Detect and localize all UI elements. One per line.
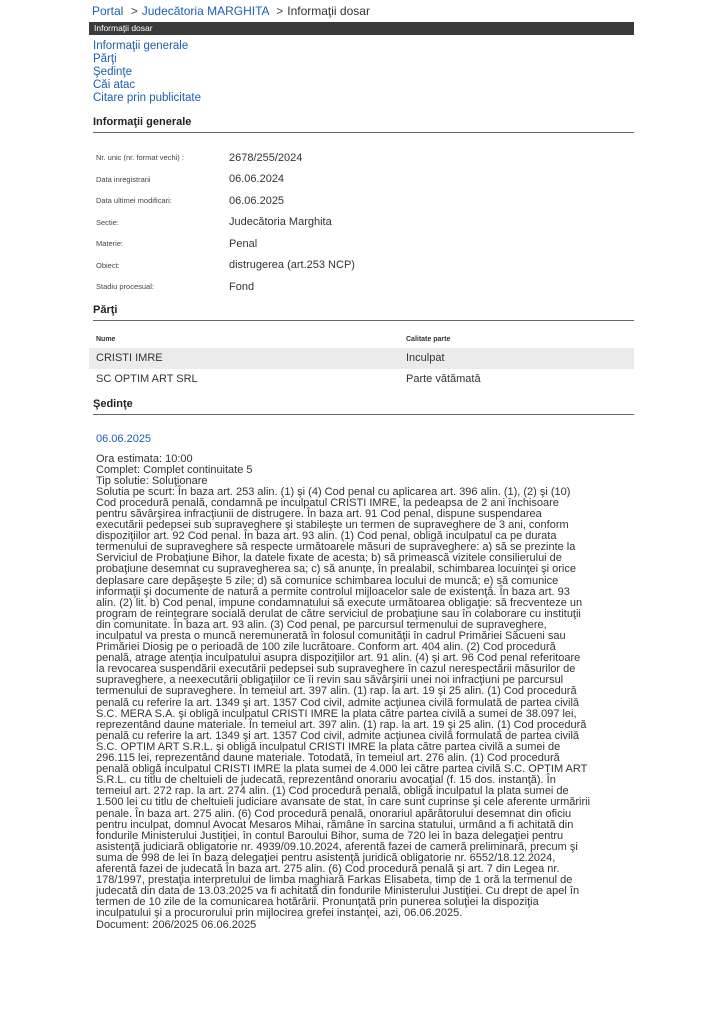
nav-informatii-generale[interactable]: Informaţii generale <box>93 40 189 52</box>
hearing-text-line: 1.500 lei cu titlu de cheltuieli judiciare avansate de stat, în care sunt cuprinse şi cele aferente urmăririi <box>96 796 591 809</box>
hearing-text-line: executării pedepsei sub supraveghere şi stabileşte un termen de supraveghere de 3 ani, conform <box>96 519 569 532</box>
party-name: SC OPTIM ART SRL <box>96 373 198 385</box>
breadcrumb-separator: > <box>130 4 138 18</box>
info-row <box>89 190 634 212</box>
info-label: Materie: <box>96 239 124 249</box>
hearing-text-line: din comunitate. În baza art. 93 alin. (3) Cod penal, pe parcursul termenului de supraveghere, <box>96 618 547 631</box>
party-role: Inculpat <box>406 352 445 364</box>
hearing-text-line: Solutia pe scurt: În baza art. 253 alin. (1) şi (4) Cod penal cu aplicarea art. 396 alin. (1), (2) şi (10) <box>96 485 571 498</box>
hearing-date: 06.06.2025 <box>96 432 152 445</box>
hearing-text-line: termenului de supraveghere. În temeiul art. 397 alin. (1) rap. la art. 19 şi 25 alin. (1) Cod procedură <box>96 685 577 698</box>
info-label: Obiect: <box>96 260 120 270</box>
section-title-informatii-generale: Informaţii generale <box>93 116 634 133</box>
section-title-parti: Părţi <box>93 304 634 321</box>
hearing-text-line: aferentă fazei de judecată În baza art. 275 alin. (6) Cod procedură penală şi art. 7 din Legea nr. <box>96 862 560 875</box>
parti-table-header <box>89 332 634 348</box>
info-row <box>89 169 634 191</box>
hearing-text-line: 178/1997, prestaţia interpretului de limba maghiară Farkas Elisabeta, timp de 1 oră la termenul de <box>96 874 573 887</box>
hearing-text-line: penală, atrage atenţia inculpatului asupra dispoziţiilor art. 91 alin. (4) şi art. 96 Cod penal referitoare <box>96 652 581 665</box>
info-value: 06.06.2024 <box>229 173 285 186</box>
breadcrumb-court-link[interactable]: Judecătoria MARGHITA <box>141 4 269 18</box>
hearing-text-line: informaţii şi documente de natură a permite controlul mijloacelor sale de existenţă. În baza art. 93 <box>96 585 570 598</box>
hearing-document: Document: 206/2025 06.06.2025 <box>96 919 257 932</box>
table-row <box>89 369 634 390</box>
hearing-text-line: S.C. MERA S.A. şi obligă inculpatul CRISTI IMRE la plata către partea civilă a sumei de 38.097 lei, <box>96 707 577 720</box>
info-row <box>89 147 634 169</box>
hearing-text-line: penale. În baza art. 275 alin. (6) Cod procedură penală, onorariul apărătorului desemnat din oficiu <box>96 807 572 820</box>
hearing-text-line: fondurile Ministerului Justiţiei, în contul Baroului Bihor, suma de 720 lei în baza delegaţiei pentru <box>96 829 564 842</box>
breadcrumb-separator: > <box>276 4 284 18</box>
info-value: 06.06.2025 <box>229 194 285 207</box>
hearing-text-line: program de reintegrare socială derulat de către serviciul de probaţiune sau în colaborare cu instituţii <box>96 607 581 620</box>
nav-sedinte[interactable]: Şedinţe <box>93 66 133 78</box>
hearing-text-line: Cod procedură penală, condamnă pe inculpatul CRISTI IMRE, la pedeapsa de 2 ani închisoare <box>96 496 559 509</box>
info-value: distrugerea (art.253 NCP) <box>229 259 355 272</box>
table-row <box>89 348 634 369</box>
info-value: Fond <box>229 280 255 293</box>
hearing-text-line: alin. (2) lit. b) Cod penal, impune condamnatului să execute următoarea obligaţie: să frecventeze un <box>96 596 583 609</box>
hearing-details <box>96 454 634 920</box>
info-label: Data inregistrarii <box>96 174 151 184</box>
info-row <box>89 233 634 255</box>
info-label: Sectie: <box>96 217 119 227</box>
hearing-text-line: deplasare care depăşeşte 5 zile; d) să comunice schimbarea locului de muncă; e) să comunice <box>96 574 559 587</box>
info-value: 2678/255/2024 <box>229 151 303 164</box>
hearing-text-line: inculpatului şi a procurorului prin mijlocirea grefei instanţei, azi, 06.06.2025. <box>96 907 463 920</box>
hearing-text-line: Tip solutie: Soluţionare <box>96 474 208 487</box>
hearing-text-line: Complet: Complet continuitate 5 <box>96 463 253 476</box>
info-value: Penal <box>229 237 258 250</box>
breadcrumb <box>89 0 634 22</box>
info-row <box>89 255 634 277</box>
hearing-text-line: pentru săvârşirea infracţiunii de distrugere. În baza art. 91 Cod penal, dispune suspendarea <box>96 507 542 520</box>
page <box>89 0 634 931</box>
hearing-text-line: suma de 998 de lei în baza delegaţiei pentru asistenţă juridică obligatorie nr. 6552/18.12.2024, <box>96 851 556 864</box>
info-label: Stadiu procesual: <box>96 282 154 292</box>
hearing-text-line: penală cu referire la art. 1349 şi art. 1357 Cod civil, admite acţiunea civilă formulată de partea civilă <box>96 729 580 742</box>
hearing-text-line: Ora estimata: 10:00 <box>96 452 193 465</box>
hearing-text-line: termenului de supraveghere să respecte următoarele măsuri de supraveghere: a) să se prezinte la <box>96 541 576 554</box>
info-label: Data ultimei modificari: <box>96 196 172 206</box>
hearing-text-line: reprezentând daune materiale. În temeiul art. 397 alin. (1) rap. la art. 19 şi 25 alin. (1) Cod procedură <box>96 718 587 731</box>
hearing-text-line: pentru inculpat, domnul Avocat Mesaros Mihai, rămâne în sarcina statului, urmând a fi achitată din <box>96 818 574 831</box>
hearing-text-line: Serviciul de Probaţiune Bihor, la datele fixate de acesta; b) să primească vizitele consilierului de <box>96 552 562 565</box>
nav-citare-publicitate[interactable]: Citare prin publicitate <box>93 92 202 104</box>
hearing-text-line: temeiul art. 272 rap. la art. 274 alin. (1) Cod procedură penală, obligă inculpatul la plata sumei de <box>96 785 569 798</box>
hearing-text-line: termen de 10 zile de la comunicarea hotărârii. Pronunţată prin punerea soluţiei la dispoziţia <box>96 896 539 909</box>
breadcrumb-current: Informaţii dosar <box>287 4 370 18</box>
hearing-text-line: asistenţă judiciară obligatorie nr. 4939/09.10.2024, aferentă fazei de cameră preliminară, precum şi <box>96 840 578 853</box>
section-nav <box>89 35 634 105</box>
section-title-sedinte: Şedinţe <box>93 398 634 415</box>
hearing-text-line: S.R.L. cu titlu de cheltuieli de judecată, reprezentând onorariu avocaţial (f. 15 dos. instanţă). În <box>96 774 556 787</box>
info-value: Judecătoria Marghita <box>229 216 332 229</box>
hearing-text-line: probaţiune desemnat cu supravegherea sa; c) să anunţe, în prealabil, schimbarea locuinţei şi orice <box>96 563 576 576</box>
party-name: CRISTI IMRE <box>96 352 163 364</box>
column-header-nume: Nume <box>96 336 116 343</box>
hearing-text-line: inculpatul va presta o muncă neremunerată în folosul comunităţii în cadrul Primăriei Săcueni sau <box>96 630 566 642</box>
hearing-text-line: la revocarea suspendării executării pedepsei sub supraveghere în cazul nerespectării măsurilor de <box>96 663 576 676</box>
hearing-text-line: judecată din data de 13.03.2025 va fi achitată din fondurile Ministerului Justiţiei. Cu drept de apel în <box>96 885 580 898</box>
nav-cai-atac[interactable]: Căi atac <box>93 79 136 91</box>
column-header-calitate: Calitate parte <box>406 336 451 343</box>
info-table <box>89 147 634 298</box>
info-label: Nr. unic (nr. format vechi) : <box>96 153 184 163</box>
hearing-text-line: penală cu referire la art. 1349 şi art. 1357 Cod civil, admite acţiunea civilă formulată de partea civilă <box>96 696 580 709</box>
hearing-text-line: dispoziţiilor art. 92 Cod penal. În baza art. 93 alin. (1) Cod penal, obligă inculpatul ca pe durata <box>96 530 557 543</box>
info-row <box>89 276 634 298</box>
page-titlebar: Informaţii dosar <box>89 22 634 35</box>
hearing-text-line: supraveghere, a neexecutării obligaţiilor ce îi revin sau săvârşirii unei noi infracţiuni pe parcursul <box>96 674 564 687</box>
breadcrumb-portal-link[interactable]: Portal <box>92 4 124 18</box>
hearing-text-line: S.C. OPTIM ART S.R.L. şi obligă inculpatul CRISTI IMRE la plata către partea civilă a sumei de <box>96 740 561 753</box>
hearing-text-line: 296.115 lei, reprezentând daune materiale. Totodată, în temeiul art. 276 alin. (1) Cod procedură <box>96 752 560 765</box>
hearing-text-line: Primăriei Diosig pe o perioadă de 100 zile lucrătoare. Conform art. 404 alin. (2) Cod procedură <box>96 641 556 654</box>
hearing-text-line: penală obligă inculpatul CRISTI IMRE la plata sumei de 4.000 lei către partea civilă S.C. OPTIM ART <box>96 763 588 776</box>
nav-parti[interactable]: Părţi <box>93 53 117 65</box>
party-role: Parte vătămată <box>406 373 481 385</box>
info-row <box>89 212 634 234</box>
